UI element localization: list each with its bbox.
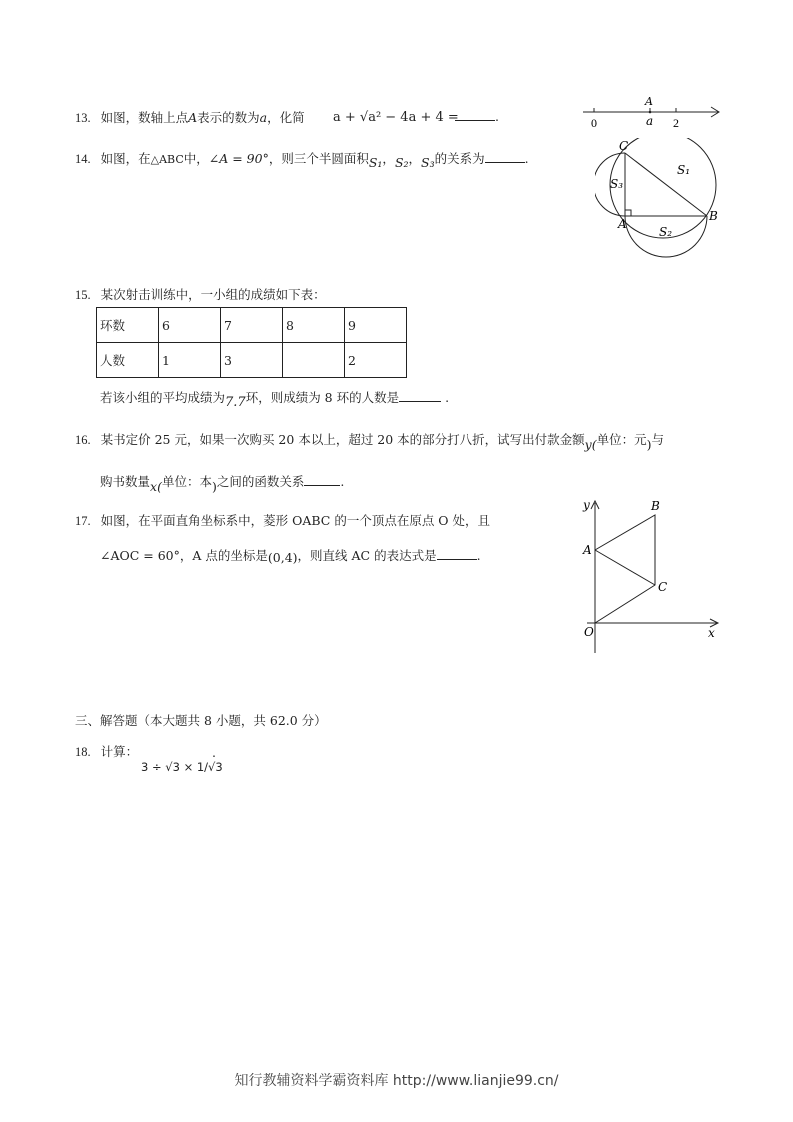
q14-triangle: △ABC	[150, 153, 184, 166]
q13-fig-0: 0	[591, 116, 597, 130]
q17-fig-C: C	[658, 580, 668, 594]
q13-text-after: ，化简	[267, 110, 305, 125]
q14-answer-blank[interactable]	[485, 151, 525, 163]
q16-answer-blank[interactable]	[304, 474, 340, 486]
q16-paren2: )	[211, 479, 217, 494]
q14-fig-B: B	[709, 209, 718, 223]
q15-follow-before: 若该小组的平均成绩为	[100, 390, 226, 405]
q14-fig-S3: S₃	[610, 177, 624, 191]
q16-line2-before: 购书数量	[100, 474, 151, 489]
table-cell: 3	[221, 343, 283, 378]
q13-number: 13.	[75, 111, 91, 125]
q17-text-mid: ，A 点的坐标是	[179, 548, 268, 563]
q18-expression	[141, 760, 223, 774]
q18-expression-text: 3 ÷ √3 × 1/√3	[141, 760, 223, 774]
table-cell: 7	[221, 308, 283, 343]
q18-line	[75, 742, 138, 760]
table-cell: 2	[345, 343, 407, 378]
q16-line1	[75, 430, 665, 452]
q15-answer-blank[interactable]	[399, 390, 441, 402]
q13-var: a	[259, 110, 268, 125]
table-cell: 6	[159, 308, 221, 343]
q14-fig-S2: S₂	[659, 225, 673, 239]
q15-follow-after: 环，则成绩为 8 环的人数是	[245, 390, 400, 405]
q14-s1: S₁	[368, 155, 383, 170]
q15-avg: 7.7	[225, 395, 246, 410]
footer-watermark: 知行教辅资料学霸资料库 http://www.lianjie99.cn/	[234, 1073, 559, 1089]
q16-line1-end: 与	[651, 432, 665, 447]
q17-fig-y: y	[583, 498, 590, 512]
q15-number: 15.	[75, 288, 91, 302]
q16-line2	[100, 472, 345, 494]
q17-line1-text: 如图，在平面直角坐标系中，菱形 OABC 的一个顶点在原点 O 处，且	[100, 513, 491, 528]
q17-number: 17.	[75, 514, 91, 528]
table-cell: 人数	[97, 343, 159, 378]
q14-fig-S1: S₁	[677, 163, 691, 177]
q17-answer-blank[interactable]	[437, 548, 477, 560]
q17-fig-B: B	[651, 499, 660, 513]
table-cell: 环数	[97, 308, 159, 343]
q13-number-line-figure	[578, 92, 728, 132]
table-cell: 8	[283, 308, 345, 343]
q15-text: 某次射击训练中，一小组的成绩如下表：	[100, 287, 326, 302]
q16-unit2: 单位：本	[161, 474, 212, 489]
q13-line	[75, 108, 305, 126]
q14-number: 14.	[75, 152, 91, 166]
q18-number: 18.	[75, 745, 91, 759]
q14-end: .	[524, 151, 529, 166]
q15-score-table	[96, 307, 407, 378]
q18-end: .	[212, 745, 216, 760]
q14-text-end: 的关系为	[434, 151, 485, 166]
q17-rhombus-figure	[575, 495, 725, 660]
q17-coord: (0,4)	[267, 550, 298, 565]
q15-end: .	[445, 390, 450, 405]
table-row	[97, 343, 407, 378]
q16-line2-after: 之间的函数关系	[216, 474, 305, 489]
q13-end: .	[495, 109, 499, 124]
q13-fig-2: 2	[673, 116, 679, 130]
q16-end: .	[340, 474, 345, 489]
q14-line: 14. 如图，在△ABC中，∠A = 90°，则三个半圆面积S₁，S₂，S₃的关系为 .	[75, 151, 529, 170]
q16-unit1: 单位：元	[596, 432, 647, 447]
q14-text-before: 如图，在	[100, 151, 151, 166]
q16-y: y(	[584, 437, 597, 452]
q14-fig-A: A	[618, 217, 627, 231]
q17-fig-x: x	[708, 626, 715, 640]
q13-answer-blank[interactable]	[455, 109, 499, 124]
q17-fig-A: A	[583, 543, 592, 557]
q17-end: .	[476, 548, 481, 563]
q13-expression	[333, 110, 459, 125]
q14-fig-C: C	[619, 139, 629, 153]
q15-follow-line	[100, 388, 450, 410]
table-cell: 1	[159, 343, 221, 378]
q16-line1-before: 某书定价 25 元，如果一次购买 20 本以上，超过 20 本的部分打八折，试写出付款金额	[100, 432, 585, 447]
q18-label: 计算：	[100, 744, 139, 759]
table-cell-empty[interactable]	[283, 343, 345, 378]
q17-angle: ∠AOC = 60°	[100, 548, 180, 563]
q14-s3: S₃	[421, 155, 435, 170]
q16-x: x(	[150, 479, 162, 494]
q16-paren1: )	[646, 437, 652, 452]
table-row	[97, 308, 407, 343]
q16-number: 16.	[75, 433, 91, 447]
q17-line2	[100, 546, 481, 564]
q14-angle: ∠A = 90°	[208, 151, 269, 166]
q17-line1	[75, 511, 490, 529]
q14-text-after: ，则三个半圆面积	[268, 151, 369, 166]
q13-point: A	[188, 110, 198, 125]
q13-text-mid: 表示的数为	[197, 110, 260, 125]
q13-fig-a: a	[646, 114, 654, 128]
q17-fig-O: O	[584, 625, 594, 639]
q15-line	[75, 285, 326, 303]
q13-text-before: 如图，数轴上点	[100, 110, 189, 125]
q14-s2: S₂	[394, 155, 409, 170]
q17-text-after: ，则直线 AC 的表达式是	[297, 548, 437, 563]
q14-semicircles-figure	[595, 138, 725, 260]
q14-text-mid: 中，	[183, 151, 209, 166]
q13-fig-A: A	[645, 95, 653, 108]
section3-title: 三、解答题（本大题共 8 小题，共 62.0 分）	[75, 713, 327, 728]
q13-expression-text: a + √a² − 4a + 4 =	[333, 110, 459, 125]
table-cell: 9	[345, 308, 407, 343]
